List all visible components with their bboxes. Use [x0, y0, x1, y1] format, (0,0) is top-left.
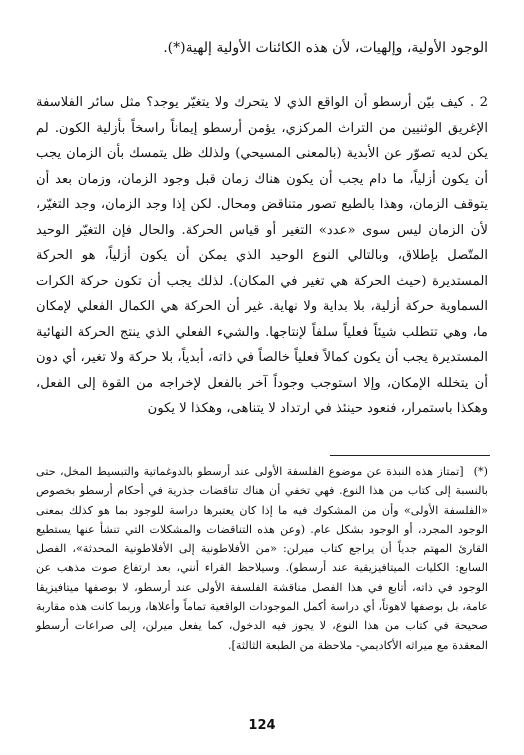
footnote-text: [تمتاز هذه النبذة عن موضوع الفلسفة الأولى عند أرسطو بالدوغماتية والتبسيط المخل، حتى بالنسبة إلى كتاب من هذا النوع. فهي تخفي أن هناك تناقضات جذرية في أحكام أرسطو بخصوص «الفلسفة الأولى» وأن من المشكوك فيه ما إذا كان يعتبرها دراسة للوجود بما هو كذلك بمعنى الوجود المجرد، أو الوجود بشكل عام. (وعن هذه التناقضات والمشكلات التي تنشأ عنها يستطيع القارئ المهتم جدياً أن يراجع كتاب ميرلن: «من الأفلاطونية إلى الأفلاطونية المحدثة»، الفصل السابع: الكليات الميتافيزيقية عند أرسطو). وسيلاحظ القراء أنني، بعد ارتفاع صوت مذهب عن الوجود في ذاته، أتابع في هذا الفصل مناقشة الفلسفة الأولى عند أرسطو، لا بوصفها ميتافيزيقا عامة، بل بوصفها لاهوتاً، أي دراسة أكمل الموجودات الواقعية تماماً وأعلاها، وربما كانت هذه مقاربة صحيحة في كتاب من هذا النوع، لا يجوز فيه الدخول، كما يفعل ميرلن، إلى صراعات أرسطو المعقدة مع ميراثه الأكاديمي- ملاحظة من الطبعة الثالثة]. [36, 465, 488, 652]
numbered-paragraph [36, 90, 488, 422]
paragraph-text: كيف بيّن أرسطو أن الواقع الذي لا يتحرك ولا يتغيّر يوجد؟ مثل سائر الفلاسفة الإغريق الوثنيين من التراث المركزي، يؤمن أرسطو إيماناً راسخاً بأزلية الكون. لم يكن لديه تصوّر عن الأبدية (بالمعنى المسيحي) ولذلك ظل يتمسك بأن الزمان يجب أن يكون أزلياً، ما دام يجب أن يكون هناك زمان قبل وجود الزمان، وزمان بعد أن يتوقف الزمان، وهذا بالطبع تصور متناقض ومحال. لكن إذا وجد الزمان، وجد التغيّر، لأن الزمان ليس سوى «عدد» التغير أو قياس الحركة. والحال فإن التغيّر الوحيد المتّصل بإطلاق، وبالتالي النوع الوحيد الذي يمكن أن يكون أزلياً، هو الحركة المستديرة (حيث الحركة هي تغير في المكان). لذلك يجب أن تكون حركة الكرات السماوية حركة أزلية، بلا بداية ولا نهاية. غير أن الحركة هي الكمال الفعلي لإمكان ما، وهي تتطلب شيئاً فعلياً سلفاً لإنتاجها. والشيء الفعلي الذي ينتج الحركة النهائية المستديرة يجب أن يكون كمالاً فعلياً خالصاً في ذاته، أبدياً، بلا حركة ولا تغير، أي دون أن يتخلله الإمكان، وإلا استوجب وجوداً آخر بالفعل لإخراجه من القوة إلى الفعل، وهكذا باستمرار، فنعود حينئذ في ارتداد لا يتناهى، وهكذا لا يكون [36, 95, 488, 416]
page-number: 124 [248, 718, 276, 733]
footnote [36, 462, 488, 655]
paragraph-number: 2 . [470, 95, 488, 110]
continued-paragraph-line: الوجود الأولية، وإلهيات، لأن هذه الكائنات الأولية إلهية(*). [163, 40, 488, 56]
footnote-separator [330, 455, 490, 456]
footnote-marker: (*) [473, 465, 488, 478]
